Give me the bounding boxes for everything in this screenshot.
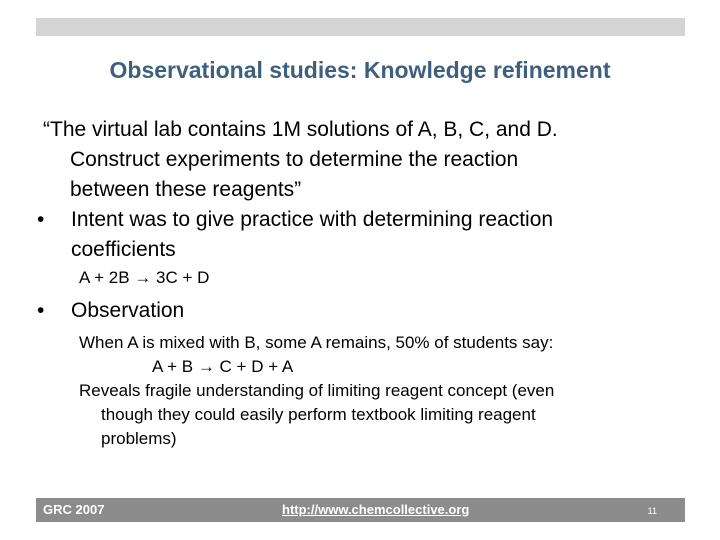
observation-line: When A is mixed with B, some A remains, 50% of students say: [79, 333, 554, 352]
bullet-dot: • [37, 208, 45, 231]
bullet-intent [37, 205, 657, 265]
footer-conference: GRC 2007 [43, 502, 105, 517]
reveals-line-2: though they could easily perform textbook limiting reagent [101, 405, 536, 424]
quote-paragraph [43, 115, 683, 205]
quote-line-2: Construct experiments to determine the reaction [70, 148, 519, 171]
reveals-line-1: Reveals fragile understanding of limiting reagent concept (even [79, 381, 555, 400]
footer-bar [36, 498, 685, 522]
bullet-observation [37, 296, 657, 326]
bullet-dot: • [37, 299, 45, 322]
slide-title: Observational studies: Knowledge refinement [109, 57, 611, 83]
page-number: 11 [647, 506, 657, 516]
bullet-observation-label: Observation [71, 299, 185, 322]
quote-line-1: “The virtual lab contains 1M solutions of A, B, C, and D. [43, 118, 558, 141]
quote-line-3: between these reagents” [70, 178, 302, 201]
bullet-intent-line-2: coefficients [71, 238, 176, 261]
title-band [36, 18, 685, 36]
observation-body [79, 331, 699, 451]
bullet-intent-line-1: Intent was to give practice with determining reaction [71, 208, 554, 231]
reaction-equation-2: A + B → C + D + A [152, 357, 294, 376]
reaction-equation-1: A + 2B → 3C + D [79, 268, 210, 287]
footer-link[interactable]: http://www.chemcollective.org [282, 502, 470, 517]
reveals-line-3: problems) [101, 429, 177, 448]
